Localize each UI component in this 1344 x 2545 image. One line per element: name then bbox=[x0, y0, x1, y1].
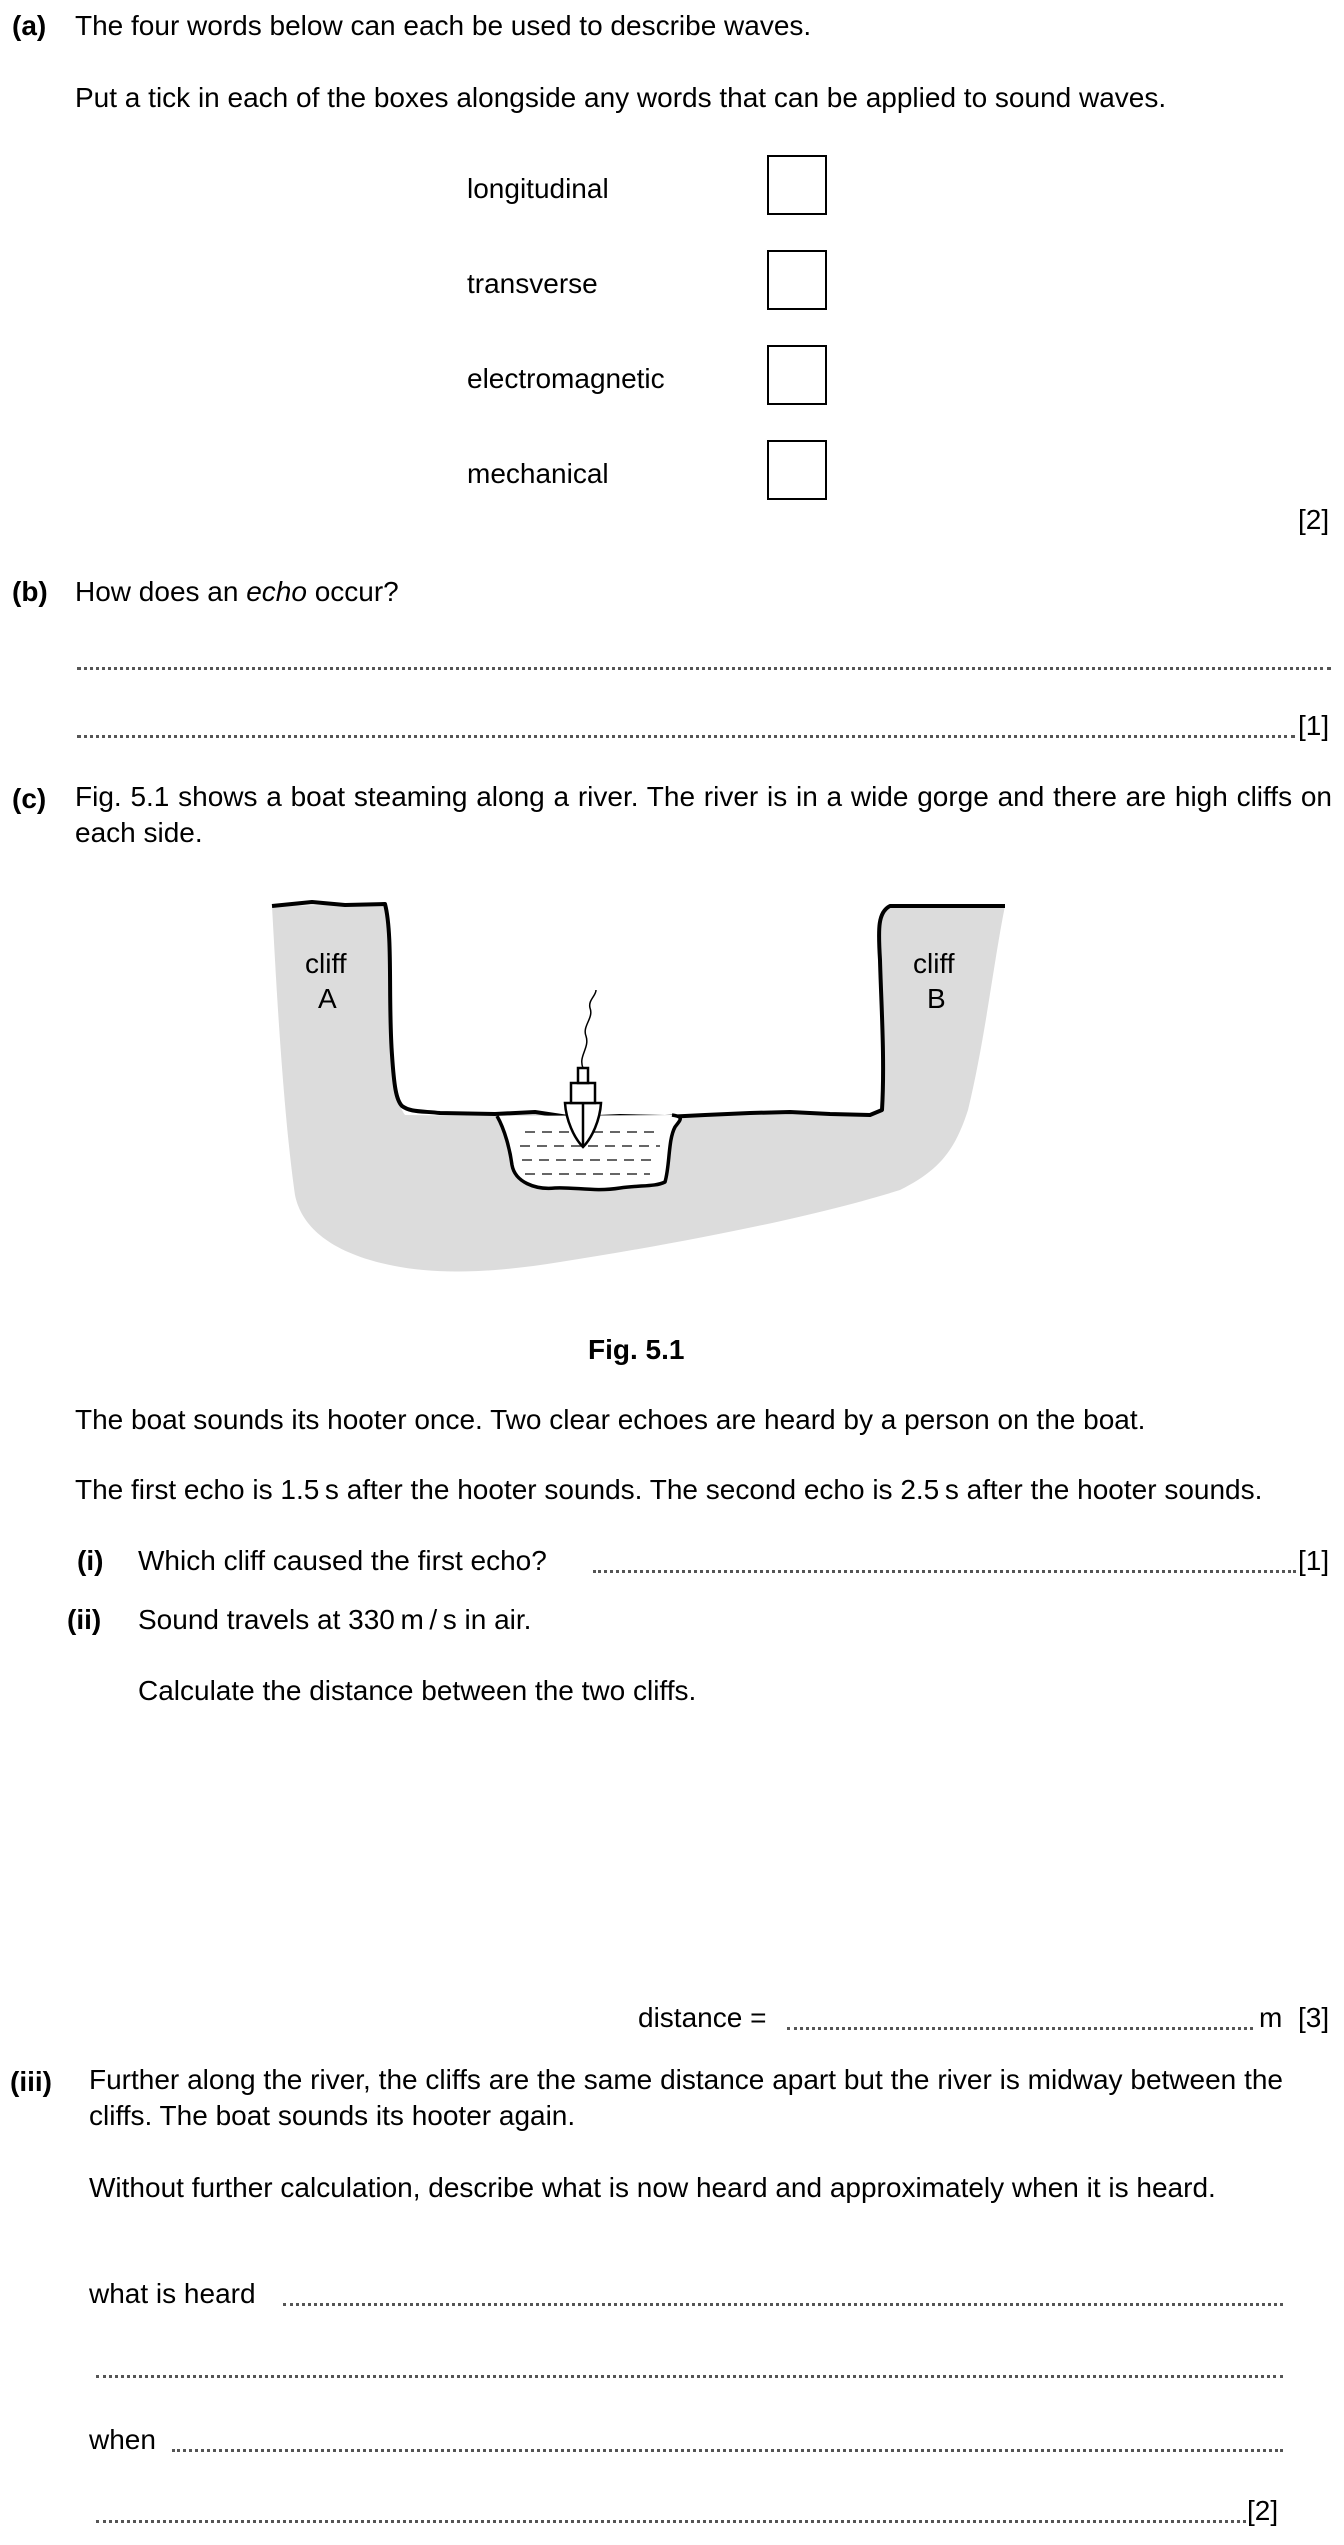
gorge-diagram bbox=[260, 890, 1020, 1280]
answer-line-c-i[interactable] bbox=[593, 1570, 1296, 1573]
part-c-label: (c) bbox=[12, 783, 47, 814]
tick-box-mechanical[interactable] bbox=[767, 440, 827, 500]
sub-iii-marks: [2] bbox=[1247, 2495, 1279, 2526]
part-a-marks: [2] bbox=[1298, 504, 1330, 535]
sub-ii-line-1: Sound travels at 330 m / s in air. bbox=[138, 1604, 532, 1635]
distance-unit: m bbox=[1259, 2002, 1283, 2033]
when-answer-line-2[interactable] bbox=[96, 2520, 1246, 2523]
cliff-a-letter: A bbox=[318, 983, 337, 1014]
sub-ii-label: (ii) bbox=[67, 1604, 102, 1635]
question-text-start: How does an bbox=[75, 576, 247, 607]
part-c-intro: Fig. 5.1 shows a boat steaming along a river. The river is in a wide gorge and there are high cliffs on each side. bbox=[75, 781, 1332, 848]
cliff-a-word: cliff bbox=[305, 948, 347, 979]
distance-answer-line[interactable] bbox=[787, 2027, 1253, 2030]
boat bbox=[565, 990, 601, 1147]
part-b-question bbox=[75, 578, 399, 606]
part-b-marks: [1] bbox=[1298, 710, 1330, 741]
part-a-label: (a) bbox=[12, 10, 47, 41]
sub-ii-marks: [3] bbox=[1298, 2002, 1330, 2033]
question-text-end: occur? bbox=[306, 576, 399, 607]
answer-line-b-1[interactable] bbox=[77, 667, 1331, 670]
what-heard-answer-line-2[interactable] bbox=[96, 2375, 1283, 2378]
part-b-label: (b) bbox=[12, 576, 48, 607]
sub-iii-paragraph-2: Without further calculation, describe what is now heard and approximately when it is heard. bbox=[89, 2172, 1216, 2203]
option-longitudinal-label: longitudinal bbox=[467, 173, 609, 204]
when-answer-line-1[interactable] bbox=[172, 2449, 1283, 2452]
figure-caption: Fig. 5.1 bbox=[588, 1334, 685, 1365]
part-a-instruction: Put a tick in each of the boxes alongside any words that can be applied to sound waves. bbox=[75, 82, 1167, 113]
sub-i-marks: [1] bbox=[1298, 1545, 1330, 1576]
cliff-rock-fill bbox=[272, 904, 1005, 1272]
what-heard-answer-line-1[interactable] bbox=[283, 2303, 1283, 2306]
sub-iii-label: (iii) bbox=[10, 2066, 52, 2097]
sub-iii-paragraph-1: Further along the river, the cliffs are the same distance apart but the river is midway between the cliffs. The boat sounds its hooter again. bbox=[89, 2064, 1283, 2131]
option-transverse-label: transverse bbox=[467, 268, 598, 299]
part-c-paragraph-1: The boat sounds its hooter once. Two clear echoes are heard by a person on the boat. bbox=[75, 1404, 1146, 1435]
tick-box-longitudinal[interactable] bbox=[767, 155, 827, 215]
question-emphasis: echo bbox=[246, 576, 307, 607]
sub-i-label: (i) bbox=[77, 1545, 104, 1576]
tick-box-transverse[interactable] bbox=[767, 250, 827, 310]
cliff-b-word: cliff bbox=[913, 948, 955, 979]
tick-box-electromagnetic[interactable] bbox=[767, 345, 827, 405]
option-mechanical-label: mechanical bbox=[467, 458, 609, 489]
cliff-b-letter: B bbox=[927, 983, 946, 1014]
what-heard-label: what is heard bbox=[89, 2278, 256, 2309]
option-electromagnetic-label: electromagnetic bbox=[467, 363, 665, 394]
part-c-paragraph-2: The first echo is 1.5 s after the hooter sounds. The second echo is 2.5 s after the hooter sounds. bbox=[75, 1474, 1263, 1505]
when-label: when bbox=[89, 2424, 156, 2455]
sub-ii-line-2: Calculate the distance between the two cliffs. bbox=[138, 1675, 697, 1706]
part-a-intro: The four words below can each be used to describe waves. bbox=[75, 10, 812, 41]
distance-label: distance = bbox=[638, 2002, 767, 2033]
sub-i-question: Which cliff caused the first echo? bbox=[138, 1545, 547, 1576]
answer-line-b-2[interactable] bbox=[77, 735, 1295, 738]
